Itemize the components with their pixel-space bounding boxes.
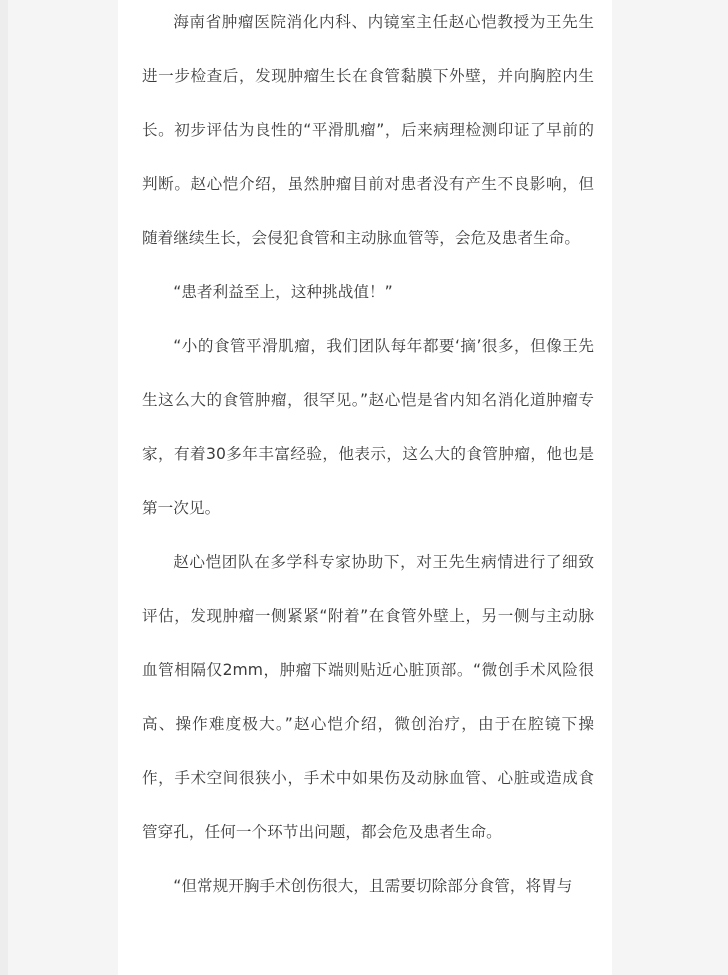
paragraph-evaluation: 赵心恺团队在多学科专家协助下，对王先生病情进行了细致评估，发现肿瘤一侧紧紧“附着”在食管外壁上，另一侧与主动脉血管相隔仅2mm，肿瘤下端则贴近心脏顶部。“微创手术风险很高、操作难度极大。”赵心恺介绍，微创治疗，由于在腔镜下操作，手术空间很狭小，手术中如果伤及动脉血管、心脏或造成食管穿孔，任何一个环节出问题，都会危及患者生命。 (142, 553, 594, 841)
paragraph-open-surgery: “但常规开胸手术创伤很大，且需要切除部分食管，将胃与 (173, 877, 573, 895)
paragraph-rare-tumor: “小的食管平滑肌瘤，我们团队每年都要‘摘’很多，但像王先生这么大的食管肿瘤，很罕见。”赵心恺是省内知名消化道肿瘤专家，有着30多年丰富经验，他表示，这么大的食管肿瘤，他也是第一次见。 (142, 337, 594, 517)
left-margin-strip (0, 0, 8, 975)
paragraph-quote-challenge: “患者利益至上，这种挑战值！” (173, 283, 393, 301)
paragraph-examination: 海南省肿瘤医院消化内科、内镜室主任赵心恺教授为王先生进一步检查后，发现肿瘤生长在食管黏膜下外壁，并向胸腔内生长。初步评估为良性的“平滑肌瘤”，后来病理检测印证了早前的判断。赵心恺介绍，虽然肿瘤目前对患者没有产生不良影响，但随着继续生长，会侵犯食管和主动脉血管等，会危及患者生命。 (142, 13, 594, 247)
article-page (118, 0, 612, 975)
article-body (142, 0, 594, 913)
